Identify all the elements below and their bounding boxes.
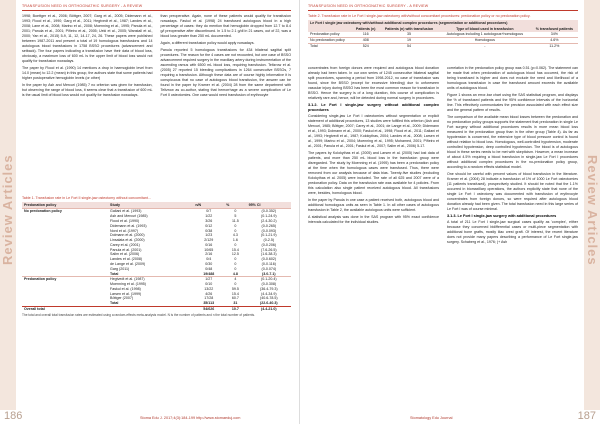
cell: 4.3 [232,233,238,238]
cell: 11.5 [232,218,239,223]
cell: 1/22 [205,214,213,219]
column-header: n/N [193,202,224,209]
cell: 0 [234,223,237,228]
column-header: Type of blood used in transfusion [439,26,531,32]
header-rule [308,10,578,11]
column-header: % transfused patients [531,26,578,32]
cell: Flood et al. (1990) [110,218,140,223]
footer: Stoma Edu J. 2017;4(3):184-199 http://www.stomaeduj.com [140,416,241,420]
cell: Total [308,43,352,48]
table-caption: Table 2. Transfusion rate in Le Fort I single-jaw osteotomy with/without concomitant procedures: predonation policy or no predonation policy. [308,14,531,18]
cell: Böttger (2007) [110,296,134,301]
cell: 0 [224,209,247,214]
left-column-2 [161,14,292,100]
cell: 1/23 [205,233,213,238]
right-page [300,0,600,424]
cell: 0/12 [205,223,213,228]
cell: Hegtvedt et al. (1987) [108,276,193,281]
paragraph: In the paper by Panula in one case a patient received both, autologous blood and additional homologous units as seen in Table 1. In all other cases of autologous transfusion in Table 2, the available autologous units were sufficient. [308,198,439,212]
paragraph: Again, a different transfusion policy would apply nowadays. [160,41,255,45]
cell: 4/26 [205,291,213,296]
footer: Stomatology Edu Journal [410,416,453,420]
cell: 15.4 [231,291,239,296]
cell: 0/16 [205,242,213,247]
cell: Ash and Mercuri (1985) [110,214,148,219]
paragraph: A statistical analysis was done in the SAS program with 95% exact confidence intervals calculated for the individual studies. [308,215,439,224]
cell: Homologous [439,37,531,43]
paragraph: The comparison of the available mean blood losses between the predonation and no predonation policy groups supports the statement that predonation in single Le Fort surgery without additional procedures results in more mean blood loss measured in the predonation group than in the other group (Table 4). As far as hypotension is concerned, the extensive type of blood pressure control is found without relation to blood loss. Homologous, well-controlled hypotension, moderate controlled hypotension, deep controlled hypotension. The blood is of autologous blood in these series needs to be met with skepticism. However, a mean increase of about 4.5% requiring a blood transfusion in single-jaw Le Fort I procedures without additional complex procedures in the no-predonation policy group, according to a random effects statistical model. [447,115,578,169]
cell: No predonation policy [308,37,352,43]
cell: 0 [234,261,237,266]
left-column-1 [22,14,153,100]
transfusion-rate-table [22,202,291,311]
paragraph: The paper by Flood et al. (1990) 14 mentions a drop in haemoglobin level from 14.0 (mean) to 12.2 (mean) in this group, the authors state that some patients had higher postoperative hemoglobin levels (or other) [22,66,153,80]
section-heading: 3.1.3. Le Fort I single-jaw surgery with additional procedures [447,214,557,218]
cell: 34% [550,32,558,37]
cell: 0 [234,282,237,287]
column-header: Predonation policy [22,202,108,209]
right-column-1 [308,66,439,247]
paragraph: One should be careful with percent values of blood transfusion in the literature. Kramer et al. (2004) 28 indicate a transfusion of 1% of 1000 Le Fort osteotomies (11 patients transfused), prospectively studied. It should be noted that the 1.1% occurred in biomaxillary operations, the authors explicitly state that none of the single Le Fort I osteotomy was documented with transfusion of erythrocyte concentrates from foreign donors, so were required after autologous blood donation already had been given. The total transfusion need in this large series of Le Fort I was of course minimal. [447,172,578,211]
paragraph: 1998; Boettger et al., 2006; Böttger, 2007; Garg et al., 2005; Didemann et al., 1993; Flood et al., 1990; Garg et al., 2011; Hegtvedt et al., 1987; Landes et al., 2008; Lane et al., 2008; Marino et al., 2008; Moenning et al., 1995; Panula et al., 2001; Panula et al., 2001; Piñeiro et al., 2005; Ueki et al., 2005; Wanstall et al., 2000; Yan et al., 2015) 5-9, 11, 12, 14-17, 24, 26. These papers were published between 1987-2011 and present a total of 19 homologous transfusions and 14 autologous blood transfusions in 1758 BSSO procedures (advancement and setback). The four papers indicating a transfusion have their data of blood loss, obviously, a maximum loss of 600 mL is the upper limit of blood loss would not qualify for transfusion nowadays. [22,14,153,63]
cell: 0/48 [205,266,213,271]
cell: (3.0-7.1) [262,271,276,276]
table-row-overall [22,306,291,311]
cell: Galiani et al. (1993) [108,209,193,214]
cell: 0/4 [206,257,212,262]
cell: Predonation policy [310,32,340,37]
cell: 3/26 [205,218,213,223]
cell: 54 [379,43,439,48]
text-columns [22,14,291,100]
paragraph: Panula reported 5 homologous transfusions for 434 bilateral sagittal split procedures. The reason for the 4 cases are not recounted, but one case of BSSO advancement required surgery in the maxillary artery during instrumentation of the ascending ramus with 6500 mL blood loss, requiring transfusion. Teltzrow et al. (2005) 27 reported 15 bleeding complications in 1264 consecutive BSSOs, 7 requiring a transfusion. Although these data are of course highly informative it is conspicuous that no case of autologous blood transfusion, the answer can be found in the paper by Kramer et al. (2004) 28 from the same department with Teltzrow as co-author, stating that hemorrhage as a severe complication of Le Fort II osteotomies. One case would need transfusion of erythrocyte [160,48,291,97]
cell: (0-0.206) [261,242,277,247]
running-head: TRANSFUSION NEED IN ORTHOGNATHIC SURGERY - A REVIEW [22,4,143,8]
cell: (7.6-26.5) [261,247,277,252]
page-number: 186 [4,410,23,422]
side-label: Review Articles [0,154,15,266]
cell: 5 [234,214,237,219]
cell: (0-0.093) [261,228,277,233]
cell: 0/38 [205,228,213,233]
cell: 19 [379,37,439,43]
page-number: 187 [577,410,596,422]
cell: 13/22 [204,286,214,291]
table-1 [22,196,291,317]
column-header: % [224,202,247,209]
cell: Total [110,301,119,306]
cell: 2/129 [204,238,214,243]
cell: Faskul et al. (1998) [110,286,141,291]
column-header: Patients (n) [352,26,379,32]
running-head: TRANSFUSION NEED IN ORTHOGNATHIC SURGERY - A REVIEW [308,4,429,8]
cell: 12.5 [231,252,239,257]
cell: (4.4-34.9) [261,291,277,296]
table-2 [308,14,578,48]
cell: (0.1-24.9) [261,214,277,219]
table-row [308,43,578,48]
cell: 0 [234,257,237,262]
cell: (0-0.265) [261,223,277,228]
cell: (0.1-21.9) [261,233,277,238]
cell: 0/30 [205,261,213,266]
cell: 0/10 [205,282,213,287]
cell: (40.6-78.5) [260,296,278,301]
cell: 2/16 [205,252,213,257]
cell: 0 [234,228,237,233]
cell: 15.4 [231,247,239,252]
cell: 1.6 [232,238,238,243]
cell: (0-0.602) [261,257,277,262]
side-label: Review Articles [585,154,600,266]
cell: (0-0.116) [261,261,276,266]
cell: Larsen et al. (1999) [110,291,142,296]
cell: (0-2.5) [263,238,275,243]
cell: (0.1-20.4) [247,276,291,281]
cell: - [439,43,531,48]
cell: (1.6-38.3) [261,252,277,257]
cell: Moenning et al. (1995) [110,282,147,287]
paragraph: Figure 1 shows an error-bar chart using the SAS statistical program, and displays the % of transfused patients and the 95% confidence intervals of the horizontal line. This effectively communicates the precision associated with each effect size and the general pattern of results. [447,93,578,112]
paragraph: A total of 211 Le Fort I single-jaw surgical cases qualify as 'complex', either because they concerned bidifferential cases or multi-piece segmentation with additional bone grafts, mostly iliac crest graft. Of interest, the recent literature does not provide many papers describing a performance of Le Fort single-jaw surgery. Schaberg et al., 1976; (+ Ash [447,220,578,244]
cell: 0/7 [193,209,224,214]
cell: Dolmann et al. (2000) [110,233,145,238]
cell: (0-0.352) [247,209,291,214]
cell: (0-0.308) [261,282,277,287]
cell: (0-0.074) [261,266,277,271]
cell: 31 [233,301,238,306]
column-header: Study [108,202,193,209]
cell: 10/65 [204,247,214,252]
section-heading: 3.1.2. Le Fort I single-jaw surgery without additional complex procedures [308,103,439,112]
cell: Didemann et al. (1993) [110,223,147,228]
header-rule [22,10,291,11]
paragraph: The papers by Kolokythas et al. (2005) and Larsen et al. (2005) had lost data of patients, and more than 250 mL blood loss in the transfusion group were disregarded. The study by Moenning et al. (1995) has been a predonation policy at the time when the homologous cases were transfused. Thus, there were removed from our analysis because of data bias. Twenty-five studies (excluding Kolokythas et al. 2005) were included. The rate of all 625 and 2007 were of a predonation policy. Data on the transfusion rate was available for 4 policies. From this calculation also single patient received autologous blood. All transfusions were, besides, homologous blood. [308,151,439,195]
cell: 1/27 [193,276,224,281]
cell: 0 [234,242,237,247]
cell: 17/28 [204,296,214,301]
table-title: Le Fort I single jaw osteotomy with/without additional complex procedures (segmentation or additional procedures) [308,20,578,26]
paragraph: concentrates from foreign donors were required and autologous blood donation already had been taken. In our own series of 1245 consecutive bilateral sagittal split procedures, spanning a period from 1998-2012, no case of transfusion was found, since the BSSO (except for excessive bleeding) due to unforeseen vascular injury during BSSO has been the most common reason for transfusion in BSSO. Hence the surgery is of a long duration, this course of complication is relatively rare and, hence, will be detected during normal surgery in procedures. [308,66,439,100]
cell: 4.6% [531,37,578,43]
cell: Total [110,271,119,276]
paragraph: correlation in the predonation policy group was 0.51 (p=0.062). The statement can be made that when predonation of autologous blood has occurred, the risk of being transfused is higher and does not exclude the need and likelihood of a homologous transfusion in case the transfused amount exceeds the available units of autologous blood. [447,66,578,90]
right-column-2 [447,66,578,247]
cell: 60.7 [231,296,239,301]
cell: Garg (2011) [110,266,130,271]
paragraph: Considering single-jaw Le Fort I osteotomies without segmentation or explicit statement of additional procedures, 13 studies were fulfilled this criterion (Ash and Mercuri, 1985; Böttger, 2007; Carey et al., 2001; de Lange et al., 2009; Didemann et al., 1993; Dolmann et al., 2000; Faskul et al., 1998; Flood et al., 2011; Galiani et al., 1993; Hegtvedt et al., 1987; Kolokythas, 2004; Landes et al., 2008; Larsen et al., 1999; Marino et al., 2004; Moenning et al., 1995; Mohamed, 2001; Piñeiro et al., 2001; Panula et al., 2001; Faskul et al., 2007; Salim et al., 2006) 5-17. [308,114,439,148]
cell: 59.5 [231,286,239,291]
text-columns [308,66,578,247]
cell: Nord et al. (1997) [110,228,139,233]
cell: 19/488 [203,271,215,276]
cell: 11.2% [531,43,578,48]
cell: 4.8 [232,271,238,276]
table-note: The total and overall total transfusion rates are estimated using a random-effects meta-analysis model. N is the number of patients and n the total number of patients. [22,313,255,318]
cell: (4.4-21.0) [247,306,291,311]
cell: (2.4-30.2) [261,218,277,223]
cell: 54/626 [193,306,224,311]
paragraph: In the paper by Ash and Mercuri (1985) 7 no criterion was given for transfusion, but observing the range of blood loss, it seems clear that a transfusion of 600 mL is the usual limit of blood loss would not qualify for transfusion nowadays. [22,83,153,97]
cell: 116 [362,32,369,37]
transfusion-summary-table [308,20,578,48]
cell: (22.6-40.3) [260,301,278,306]
cell: de Lange et al. (2009) [110,261,146,266]
cell: 4 [224,276,247,281]
cell: 408 [352,37,379,43]
cell: Landes et al. (2008) [110,257,143,262]
cell: 35 [407,32,412,37]
column-header: 95% CI [247,202,291,209]
cell: Carey et al. (2001) [110,242,140,247]
cell: Autologous including 1 autologous+homologous [446,32,524,37]
cell: Salim et al. (2006) [110,252,140,257]
table-caption: Table 1. Transfusion rate in Le Fort II single-jaw osteotomy without concomitant... [22,196,151,200]
cell: Linsalata et al. (2000) [110,238,145,243]
paragraph: than preoperative. Again, none of these patients would qualify for transfusion nowadays. Faskul et al. (1998) 24 transfused autologous blood in a high percentage of cases: they do mention that hemoglobin dropped from 12.7 to 8.4 g/l preoperative after discontinued. In 1.5 to 2.1 g/dl in 21 cases, out of 22, was a blood loss greater than 250 mL documented. [160,14,291,38]
cell: 0 [234,266,237,271]
cell: Panula et al. (2001) [110,247,142,252]
cell: No predonation policy [22,209,108,214]
cell [108,306,193,311]
cell: 10.7 [224,306,247,311]
cell: Predonation policy [22,276,108,281]
column-header: Patients (n) with transfusion [379,26,439,32]
cell: 35/113 [203,301,215,306]
cell: Overall total [22,306,108,311]
cell: 524 [352,43,379,48]
cell: (36.4-79.3) [260,286,278,291]
